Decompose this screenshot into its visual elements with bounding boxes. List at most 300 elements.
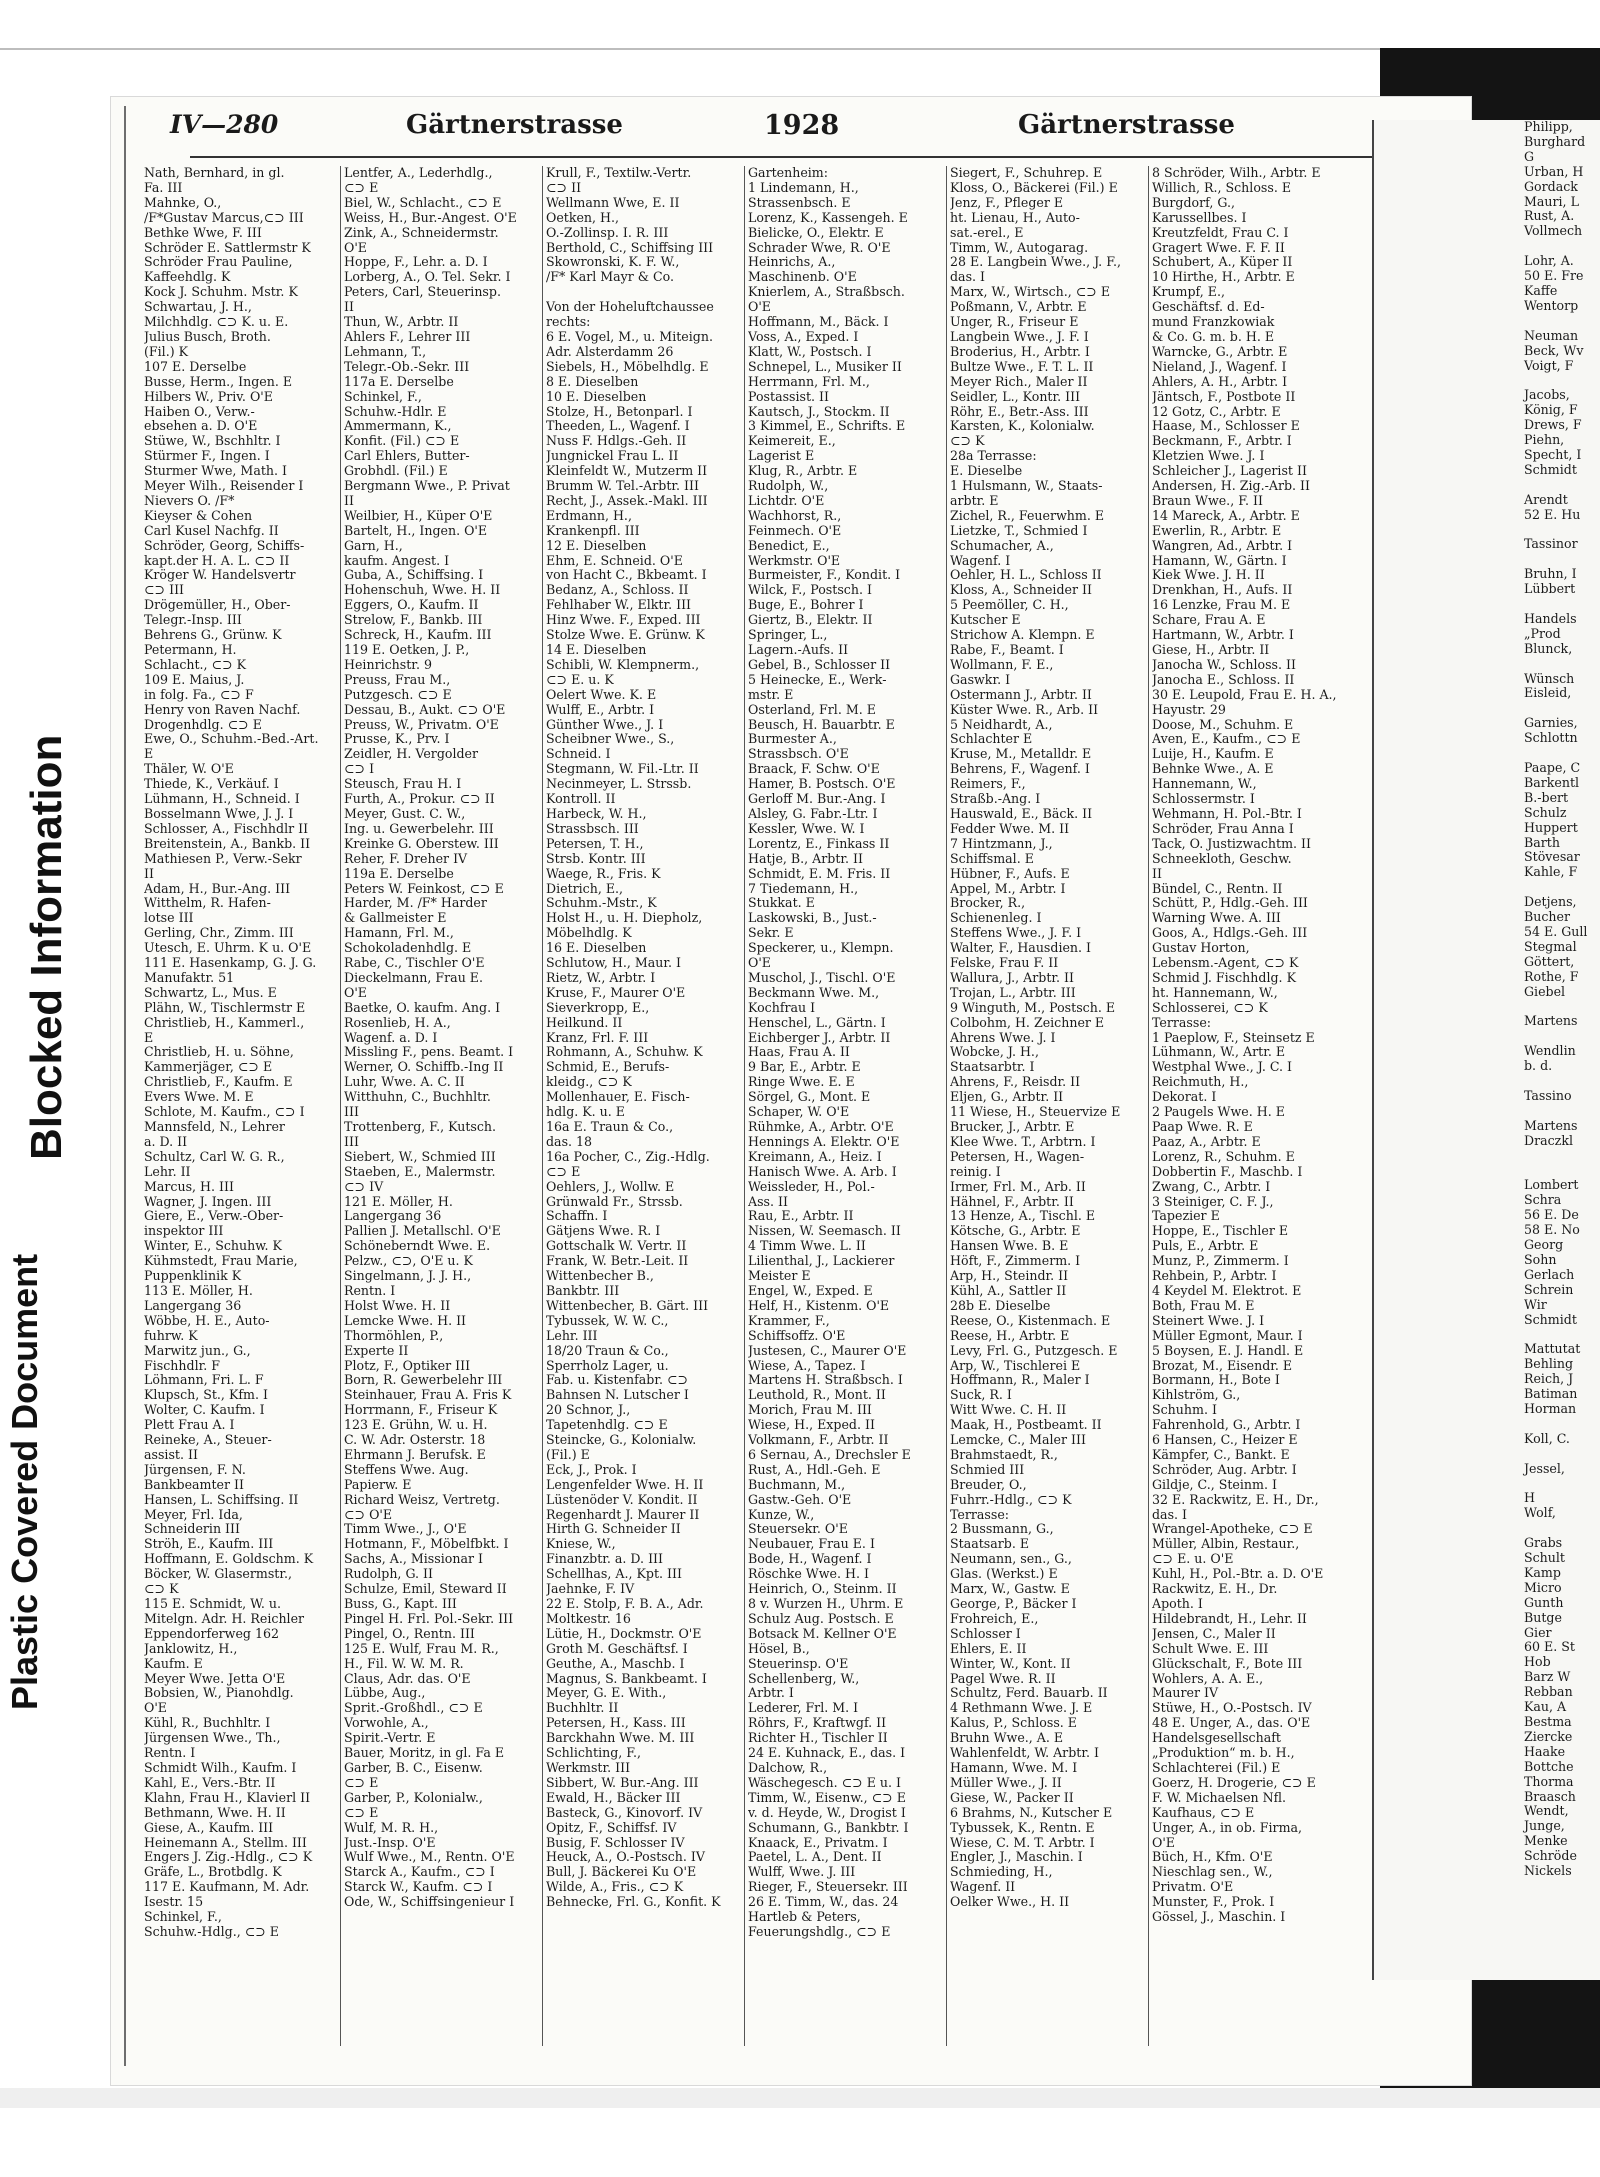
directory-entry: Jungnickel Frau L. II: [546, 449, 679, 464]
directory-entry: 6 E. Vogel, M., u. Miteign.: [546, 329, 713, 344]
facing-page-entry: Neuman: [1524, 327, 1579, 343]
directory-entry: Wittenbecher, B. Gärt. III: [546, 1298, 709, 1313]
directory-entry: Wolter, C. Kaufm. I: [144, 1403, 265, 1418]
directory-entry: Lorberg, A., O. Tel. Sekr. I: [344, 270, 511, 285]
directory-entry: Vorwohle, A.,: [344, 1716, 429, 1731]
directory-entry: Tapezier E: [1152, 1209, 1220, 1224]
directory-entry: 10 E. Dieselben: [546, 389, 647, 404]
directory-entry: Arbtr. I: [748, 1686, 794, 1701]
directory-entry: Fahrenhold, G., Arbtr. I: [1152, 1418, 1301, 1433]
directory-entry: Petersen, T. H.,: [546, 836, 644, 851]
directory-entry: Schinkel, F.,: [144, 1910, 222, 1925]
facing-page-entry: Menke: [1524, 1833, 1568, 1849]
directory-entry: Reineke, A., Steuer-: [144, 1433, 272, 1448]
directory-entry: Siebels, H., Möbelhdlg. E: [546, 359, 709, 374]
directory-entry: Schmied III: [950, 1462, 1025, 1477]
directory-entry: Burmeister, F., Kondit. I: [748, 568, 901, 583]
directory-entry: 119 E. Oetken, J. P.,: [344, 643, 470, 657]
directory-entry: Burgdorf, G.,: [1152, 195, 1235, 210]
directory-entry: Bobsien, W., Pianohdlg.: [144, 1686, 294, 1701]
directory-entry: Carl Ehlers, Butter-: [344, 449, 470, 464]
directory-entry: Schlachter E: [950, 732, 1033, 747]
directory-entry: Fischhdlr. F: [144, 1358, 220, 1373]
directory-entry: Ewerlin, R., Arbtr. E: [1152, 523, 1282, 538]
directory-entry: Hamann, Frl. M.,: [344, 926, 454, 941]
directory-entry: O.-Zollinsp. I. R. III: [546, 225, 669, 240]
facing-page-entry: Rothe, F: [1524, 968, 1579, 984]
facing-page-entry: [1374, 1029, 1600, 1044]
facing-page-entry: Giebel: [1524, 983, 1566, 999]
directory-entry: Hilbers W., Priv. O'E: [144, 389, 273, 404]
directory-entry: Klahn, Frau H., Klavierl II: [144, 1790, 311, 1805]
directory-entry: Irmer, Frl. M., Arb. II: [950, 1179, 1086, 1194]
directory-entry: Muschol, J., Tischl. O'E: [748, 970, 896, 985]
directory-entry: /F* Karl Mayr & Co.: [546, 270, 675, 285]
directory-entry: Haiben O., Verw.-: [144, 404, 255, 419]
facing-page-entry: Bottche: [1524, 1758, 1574, 1774]
facing-page-entry: Kau, A: [1524, 1699, 1567, 1715]
directory-entry: Wulf Wwe., M., Rentn. O'E: [344, 1850, 515, 1865]
directory-entry: 26 E. Timm, W., das. 24: [748, 1895, 899, 1910]
directory-entry: Büch, H., Kfm. O'E: [1152, 1850, 1273, 1865]
directory-entry: Bethmann, Wwe. H. II: [144, 1805, 286, 1820]
directory-column-3: [546, 166, 744, 2066]
directory-entry: Gerling, Chr., Zimm. III: [144, 926, 294, 941]
directory-entry: Staatsarbtr. I: [950, 1060, 1035, 1075]
directory-entry: Hamann, Wwe. M. I: [950, 1760, 1078, 1775]
directory-entry: Schokoladenhdlg. E: [344, 941, 472, 956]
directory-entry: Ringe Wwe. E. E: [748, 1075, 855, 1090]
directory-entry: Marx, W., Gastw. E: [950, 1582, 1070, 1597]
directory-entry: Mathiesen P., Verw.-Sekr: [144, 851, 302, 866]
directory-entry: 9 Winguth, M., Postsch. E: [950, 1000, 1116, 1015]
directory-entry: Botsack M. Kellner O'E: [748, 1626, 897, 1641]
directory-entry: kleidg., ⊂⊃ K: [546, 1075, 632, 1090]
directory-entry: Wellmann Wwe, E. II: [546, 195, 680, 210]
directory-entry: Schmieding, H.,: [950, 1865, 1053, 1880]
directory-entry: Wöbbe, H. E., Auto-: [144, 1313, 270, 1328]
directory-entry: Laskowski, B., Just.-: [748, 911, 877, 926]
facing-page-entry: Kamp: [1524, 1564, 1561, 1580]
directory-entry: Apoth. I: [1152, 1597, 1203, 1611]
directory-entry: Sperrholz Lager, u.: [546, 1358, 669, 1373]
directory-entry: Springer, L.,: [748, 628, 828, 643]
directory-entry: Wachhorst, R.,: [748, 508, 842, 523]
directory-entry: Lehmann, T.,: [344, 344, 427, 359]
directory-entry: Fa. III: [144, 180, 183, 195]
directory-entry: Karussellbes. I: [1152, 210, 1247, 225]
directory-entry: Luhr, Wwe. A. C. II: [344, 1075, 465, 1090]
directory-entry: Kreinke G. Oberstew. III: [344, 836, 499, 851]
directory-entry: Petersen, H., Kass. III: [546, 1716, 686, 1731]
directory-entry: Rentn. I: [344, 1283, 396, 1298]
facing-page-entry: Barkentl: [1524, 774, 1580, 790]
directory-entry: Alsley, G. Fabr.-Ltr. I: [748, 806, 878, 821]
directory-entry: Zeidler, H. Vergolder: [344, 747, 479, 762]
directory-entry: Kranz, Frl. F. III: [546, 1030, 649, 1045]
directory-entry: Hoffmann, R., Maler I: [950, 1373, 1090, 1388]
directory-entry: Ostermann J., Arbtr. II: [950, 687, 1092, 702]
directory-entry: Steuersekr. O'E: [748, 1522, 848, 1537]
directory-entry: Wulff, E., Arbtr. I: [546, 702, 655, 717]
directory-entry: Rehbein, P., Arbtr. I: [1152, 1269, 1277, 1284]
directory-entry: Rietz, W., Arbtr. I: [546, 970, 656, 985]
directory-entry: Klug, R., Arbtr. E: [748, 464, 858, 479]
directory-entry: Sörgel, G., Mont. E: [748, 1090, 871, 1105]
directory-entry: Schulz Aug. Postsch. E: [748, 1611, 894, 1626]
directory-entry: Konfit. (Fil.) ⊂⊃ E: [344, 434, 460, 449]
directory-entry: Eggers, O., Kaufm. II: [344, 598, 479, 613]
directory-entry: das. I: [1152, 1507, 1188, 1522]
directory-entry: Wäschegesch. ⊂⊃ E u. I: [748, 1775, 901, 1790]
facing-page-entry: Rebban: [1524, 1684, 1573, 1700]
directory-entry: E: [144, 1030, 154, 1045]
directory-entry: Papierw. E: [344, 1477, 412, 1492]
directory-entry: Brucker, J., Arbtr. E: [950, 1120, 1075, 1134]
directory-entry: 1 Paeplow, F., Steinsetz E: [1152, 1030, 1315, 1045]
directory-entry: Bielicke, O., Elektr. E: [748, 225, 884, 240]
directory-entry: 7 Tiedemann, H.,: [748, 881, 859, 896]
directory-entry: Schmid J. Fischhdlg. K: [1152, 970, 1296, 985]
directory-entry: 16 Lenzke, Frau M. E: [1152, 598, 1291, 613]
directory-entry: Isestr. 15: [144, 1895, 204, 1910]
directory-entry: Schwartz, L., Mus. E: [144, 985, 277, 1000]
directory-entry: Burmester A.,: [748, 732, 837, 747]
directory-entry: das. I: [950, 270, 986, 285]
directory-entry: 6 Hansen, C., Heizer E: [1152, 1433, 1298, 1448]
directory-entry: Rosenlieb, H. A.,: [344, 1015, 451, 1030]
directory-entry: O'E: [344, 985, 367, 1000]
directory-entry: Opitz, F., Schiffsf. IV: [546, 1820, 677, 1835]
directory-entry: Kautsch, J., Stockm. II: [748, 404, 890, 419]
directory-entry: Thäler, W. O'E: [144, 762, 234, 777]
directory-entry: Furth, A., Prokur. ⊂⊃ II: [344, 792, 495, 807]
directory-column-1: [144, 166, 342, 2066]
year-heading: 1928: [764, 110, 840, 141]
directory-entry: Ing. u. Gewerbelehr. III: [344, 821, 494, 836]
directory-entry: Jensen, C., Maler II: [1152, 1626, 1276, 1641]
directory-entry: Strelow, F., Bankb. III: [344, 613, 483, 628]
directory-entry: Hoppe, E., Tischler E: [1152, 1224, 1289, 1239]
directory-entry: Schaper, W. O'E: [748, 1105, 850, 1120]
facing-page-entry: Schlottn: [1524, 730, 1578, 746]
directory-entry: Schuhm. I: [1152, 1403, 1217, 1418]
directory-entry: Nath, Bernhard, in gl.: [144, 166, 285, 180]
directory-entry: 3 Steiniger, C. F. J.,: [1152, 1194, 1274, 1209]
directory-entry: Bahnsen N. Lutscher I: [546, 1388, 689, 1403]
directory-entry: Harder, M. /F* Harder: [344, 896, 487, 911]
directory-entry: ⊂⊃ E: [344, 1805, 379, 1820]
directory-entry: Postassist. II: [748, 389, 830, 404]
directory-entry: Telegr.-Ob.-Sekr. III: [344, 359, 470, 374]
facing-page-entry: [1374, 597, 1600, 612]
directory-entry: Schreck, H., Kaufm. III: [344, 628, 492, 643]
facing-page-entry: Wentorp: [1524, 297, 1579, 313]
directory-entry: Warning Wwe. A. III: [1152, 911, 1281, 926]
facing-page-entry: [1374, 1074, 1600, 1089]
directory-entry: Werkmstr. III: [546, 1760, 631, 1775]
directory-entry: Spirit.-Vertr. E: [344, 1731, 436, 1746]
directory-entry: fuhrw. K: [144, 1328, 198, 1343]
facing-page-entry: Schult: [1524, 1550, 1565, 1565]
directory-entry: Krammer, F.,: [748, 1313, 830, 1328]
directory-entry: Glas. (Werkst.) E: [950, 1567, 1058, 1582]
facing-page-entry: [1374, 1149, 1600, 1164]
facing-page-entry: „Prod: [1524, 625, 1561, 641]
directory-entry: Meyer Wilh., Reisender I: [144, 479, 304, 494]
facing-page-entry: [1374, 239, 1600, 254]
directory-entry: Sekr. E: [748, 926, 794, 941]
directory-entry: 5 Peemöller, C. H.,: [950, 598, 1069, 613]
directory-entry: Wilde, A., Fris., ⊂⊃ K: [546, 1880, 684, 1895]
directory-entry: Heuck, A., O.-Postsch. IV: [546, 1850, 705, 1865]
directory-entry: Geuthe, A., Maschb. I: [546, 1656, 685, 1671]
facing-page-entry: Bruhn, I: [1524, 566, 1577, 582]
directory-entry: Kühl, A., Sattler II: [950, 1283, 1067, 1298]
directory-entry: Sturmer Wwe, Math. I: [144, 464, 287, 479]
directory-entry: Schröder, Frau Anna I: [1152, 821, 1294, 836]
directory-entry: Ewald, H., Bäcker III: [546, 1790, 681, 1805]
facing-page-entry: Jessel,: [1524, 1460, 1565, 1476]
directory-entry: Walter, F., Hausdien. I: [950, 941, 1092, 956]
facing-page-entry: Burghard: [1524, 133, 1586, 149]
directory-entry: Harbeck, W. H.,: [546, 806, 647, 821]
directory-entry: Rühmke, A., Arbtr. O'E: [748, 1120, 894, 1134]
facing-page-entry: Huppert: [1524, 819, 1578, 835]
directory-entry: Lehr. II: [144, 1164, 191, 1179]
facing-page-entry: König, F: [1524, 402, 1578, 418]
directory-page: [110, 96, 1472, 2086]
facing-page-entry: Georg: [1524, 1236, 1564, 1252]
directory-entry: Ahlers, A. H., Arbtr. I: [1152, 374, 1288, 389]
facing-page-entry: Göttert,: [1524, 953, 1575, 969]
directory-entry: Hinz Wwe. F., Exped. III: [546, 613, 701, 628]
facing-page-entry: Urban, H: [1524, 163, 1584, 179]
directory-entry: Lütie, H., Dockmstr. O'E: [546, 1626, 702, 1641]
directory-entry: 4 Timm Wwe. L. II: [748, 1239, 866, 1254]
directory-entry: Ehrmann J. Berufsk. E: [344, 1447, 486, 1462]
directory-entry: Breuder, O.,: [950, 1477, 1027, 1492]
directory-entry: Wagenf. a. D. I: [344, 1030, 438, 1045]
directory-entry: Janocha W., Schloss. II: [1152, 657, 1296, 672]
directory-entry: Schneiderin III: [144, 1522, 240, 1537]
directory-entry: Haase, M., Schlosser E: [1152, 419, 1300, 434]
directory-entry: Hösel, B.,: [748, 1641, 810, 1656]
facing-page-entry: Rust, A.: [1524, 208, 1575, 224]
directory-entry: Munz, P., Zimmerm. I: [1152, 1254, 1289, 1269]
directory-entry: Bosselmann Wwe, J. J. I: [144, 806, 294, 821]
directory-entry: a. D. II: [144, 1134, 188, 1149]
directory-entry: Schubert, A., Küper II: [1152, 255, 1293, 270]
directory-entry: 22 E. Stolp, F. B. A., Adr.: [546, 1597, 704, 1611]
directory-entry: Hayustr. 29: [1152, 702, 1226, 717]
directory-entry: Arp, H., Steindr. II: [950, 1269, 1069, 1284]
directory-entry: ⊂⊃ O'E: [344, 1507, 393, 1522]
directory-entry: Marx, W., Wirtsch., ⊂⊃ E: [950, 285, 1111, 300]
facing-page-entry: Voigt, F: [1524, 357, 1574, 373]
facing-page-entry: [1374, 522, 1600, 537]
facing-page-entry: [1374, 999, 1600, 1014]
directory-entry: Krankenpfl. III: [546, 523, 640, 538]
directory-entry: Bündel, C., Rentn. II: [1152, 881, 1283, 896]
facing-page-entry: Junge,: [1524, 1818, 1565, 1834]
directory-entry: Dalchow, R.,: [748, 1760, 828, 1775]
column-rule: [946, 166, 947, 2046]
directory-entry: Garn, H.,: [344, 538, 403, 553]
directory-entry: Knierlem, A., Straßbsch.: [748, 285, 905, 300]
directory-entry: III: [344, 1134, 359, 1149]
directory-entry: 10 Hirthe, H., Arbtr. E: [1152, 270, 1295, 285]
directory-entry: 8 E. Dieselben: [546, 374, 639, 389]
directory-entry: Von der Hoheluftchaussee: [546, 300, 714, 315]
directory-entry: Jäntsch, F., Postbote II: [1152, 389, 1296, 404]
directory-entry: ⊂⊃ II: [546, 180, 582, 195]
directory-entry: F. W. Michaelsen Nfl.: [1152, 1790, 1287, 1805]
directory-entry: Hauswald, E., Bäck. II: [950, 806, 1093, 821]
directory-entry: Langergang 36: [144, 1298, 242, 1313]
facing-page-entry: [1374, 373, 1600, 388]
directory-entry: Bultze Wwe., F. T. L. II: [950, 359, 1094, 374]
directory-entry: Timm, W., Eisenw., ⊂⊃ E: [748, 1790, 906, 1805]
directory-entry: Thiede, K., Verkäuf. I: [144, 777, 279, 792]
directory-entry: Kletzien Wwe. J. I: [1152, 449, 1265, 464]
facing-page-entry: Nickels: [1524, 1863, 1572, 1879]
directory-entry: Braack, F. Schw. O'E: [748, 762, 880, 777]
directory-entry: Stukkat. E: [748, 896, 815, 911]
directory-entry: Kniese, W.,: [546, 1537, 616, 1552]
directory-entry: Kock J. Schuhm. Mstr. K: [144, 285, 298, 300]
directory-entry: Seidler, L., Kontr. III: [950, 389, 1081, 404]
facing-page-entry: Braasch: [1524, 1788, 1576, 1804]
directory-column-2: [344, 166, 542, 2066]
facing-page-entry: Stövesar: [1524, 849, 1580, 865]
directory-entry: Heilkund. II: [546, 1015, 623, 1030]
directory-entry: Kessler, Wwe. W. I: [748, 821, 865, 836]
facing-page-entry: [1374, 1417, 1600, 1432]
facing-page-entry: Sohn: [1524, 1251, 1557, 1267]
directory-entry: Bauer, Moritz, in gl. Fa E: [344, 1746, 505, 1761]
directory-entry: Regenhardt J. Maurer II: [546, 1507, 700, 1522]
directory-entry: Ewe, O., Schuhm.-Bed.-Art.: [144, 732, 319, 747]
blocked-information-label: Blocked Information: [22, 734, 71, 1160]
directory-entry: Tapetenhdlg. ⊂⊃ E: [546, 1418, 668, 1433]
directory-entry: Schmid, E., Berufs-: [546, 1060, 670, 1075]
directory-entry: Buge, E., Bohrer I: [748, 598, 864, 613]
directory-entry: Goos, A., Hdlgs.-Geh. III: [1152, 926, 1308, 941]
directory-entry: Horrmann, F., Friseur K: [344, 1403, 498, 1418]
facing-page-entry: Kaffe: [1524, 282, 1558, 298]
directory-entry: Kleinfeldt W., Mutzerm II: [546, 464, 708, 479]
directory-entry: Felske, Frau F. II: [950, 956, 1059, 971]
facing-page-entry: [1374, 1163, 1600, 1178]
directory-entry: ht. Lienau, H., Auto-: [950, 210, 1080, 225]
directory-entry: Meister E: [748, 1269, 811, 1284]
directory-entry: Kaufm. E: [144, 1656, 203, 1671]
directory-entry: Speckerer, u., Klempn.: [748, 941, 894, 956]
directory-entry: Stüwe, H., O.-Postsch. IV: [1152, 1701, 1312, 1716]
directory-entry: Finanzbtr. a. D. III: [546, 1552, 663, 1567]
directory-entry: Kiek Wwe. J. H. II: [1152, 568, 1265, 583]
directory-entry: Just.-Insp. O'E: [344, 1835, 436, 1850]
directory-entry: Frank, W. Betr.-Leit. II: [546, 1254, 689, 1269]
facing-page-entry: Schrein: [1524, 1281, 1574, 1297]
column-rule: [340, 166, 341, 2046]
facing-page-entry: Paape, C: [1524, 759, 1581, 775]
directory-entry: Hübner, F., Aufs. E: [950, 866, 1070, 881]
facing-page-entry: [1374, 746, 1600, 761]
directory-entry: Staatsarb. E: [950, 1537, 1030, 1552]
directory-entry: Gartenheim:: [748, 166, 828, 180]
directory-entry: Busse, Herm., Ingen. E: [144, 374, 293, 389]
directory-entry: Andersen, H. Zig.-Arb. II: [1152, 479, 1310, 494]
directory-entry: Karsten, K., Kolonialw.: [950, 419, 1095, 434]
facing-page-entry: Beck, Wv: [1524, 342, 1584, 358]
directory-entry: Hoffmann, E. Goldschm. K: [144, 1552, 314, 1567]
directory-entry: Gottschalk W. Vertr. II: [546, 1239, 687, 1254]
directory-entry: Plähn, W., Tischlermstr E: [144, 1000, 306, 1015]
directory-entry: Wangren, Ad., Arbtr. I: [1152, 538, 1293, 553]
directory-entry: Gebel, B., Schlosser II: [748, 657, 891, 672]
directory-entry: Rabe, C., Tischler O'E: [344, 956, 485, 971]
directory-entry: Tybussek, W. W. C.,: [546, 1313, 669, 1328]
directory-entry: Möbelhdlg. K: [546, 926, 632, 941]
facing-page-entry: Behling: [1524, 1356, 1574, 1372]
directory-entry: Löhmann, Fri. L. F: [144, 1373, 264, 1388]
directory-entry: Lorenz, K., Kassengeh. E: [748, 210, 908, 225]
directory-entry: 16 E. Dieselben: [546, 941, 647, 956]
directory-entry: Krumpf, E.,: [1152, 285, 1225, 300]
facing-page-entry: 60 E. St: [1524, 1639, 1575, 1655]
plastic-covered-document-label: Plastic Covered Document: [4, 1253, 45, 1710]
directory-entry: II: [144, 866, 154, 881]
directory-entry: Meyer Rich., Maler II: [950, 374, 1088, 389]
directory-entry: Janklowitz, H.,: [144, 1641, 238, 1656]
directory-entry: v. d. Heyde, W., Drogist I: [748, 1805, 906, 1820]
directory-entry: Klupsch, St., Kfm. I: [144, 1388, 268, 1403]
directory-entry: Wollmann, F. E.,: [950, 657, 1054, 672]
directory-entry: Drenkhan, H., Aufs. II: [1152, 583, 1293, 598]
directory-entry: Lagerist E: [748, 449, 815, 464]
directory-entry: Janocha E., Schloss. II: [1152, 672, 1295, 687]
directory-entry: Rudolph, G. II: [344, 1567, 434, 1582]
directory-entry: Werkmstr. O'E: [748, 553, 841, 568]
street-heading-left: Gärtnerstrasse: [406, 110, 623, 140]
column-rule: [1148, 166, 1149, 2046]
directory-entry: Gaswkr. I: [950, 672, 1011, 687]
directory-entry: Stüwe, W., Bschhltr. I: [144, 434, 281, 449]
directory-entry: Paaz, A., Arbtr. E: [1152, 1134, 1261, 1149]
directory-entry: Ode, W., Schiffsingenieur I: [344, 1895, 515, 1910]
directory-entry: Beckmann Wwe. M.,: [748, 985, 880, 1000]
directory-entry: Christlieb, H., Kammerl.,: [144, 1015, 305, 1030]
directory-entry: Jürgensen Wwe., Th.,: [144, 1731, 281, 1746]
directory-entry: Barckhahn Wwe. M. III: [546, 1731, 695, 1746]
directory-entry: Gastw.-Geh. O'E: [748, 1492, 852, 1507]
directory-entry: Wiese, H., Exped. II: [748, 1418, 875, 1433]
directory-entry: Meyer, Gust. C. W.,: [344, 806, 466, 821]
directory-entry: Schumacher, A.,: [950, 538, 1054, 553]
directory-entry: Lorenz, R., Schuhm. E: [1152, 1149, 1295, 1164]
directory-entry: Winter, E., Schuhw. K: [144, 1239, 282, 1254]
directory-entry: Winter, W., Kont. II: [950, 1656, 1071, 1671]
facing-page-entry: Arendt: [1524, 491, 1568, 507]
directory-entry: 8 Schröder, Wilh., Arbtr. E: [1152, 166, 1321, 180]
facing-page-entry: Tassinor: [1524, 536, 1578, 552]
directory-entry: Maschinenb. O'E: [748, 270, 857, 285]
facing-page-fragment: [1374, 120, 1600, 1980]
directory-entry: mstr. E: [748, 687, 794, 702]
directory-entry: Wiese, C. M. T. Arbtr. I: [950, 1835, 1095, 1850]
